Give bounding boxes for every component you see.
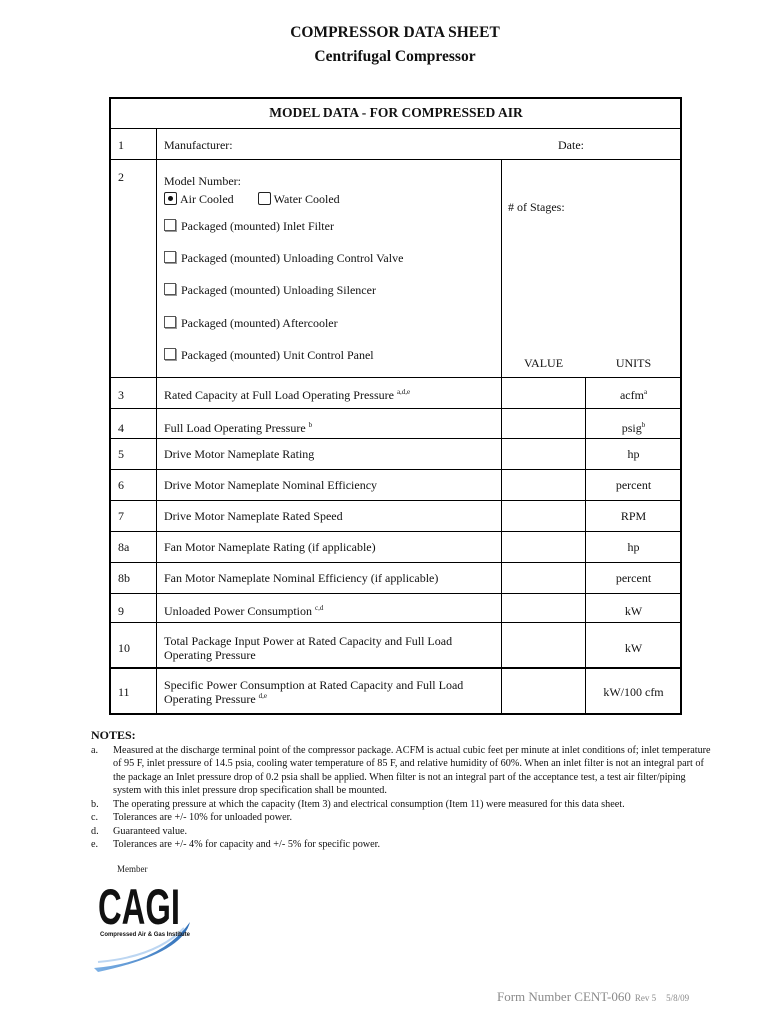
- note-item: e. Tolerances are +/- 4% for capacity and +/- 5% for specific power.: [91, 839, 381, 850]
- row-description: Unloaded Power Consumption $^{c,d}$: [164, 604, 324, 618]
- form-number: Form Number CENT-060: [497, 989, 631, 1004]
- value-input-specific-power[interactable]: [502, 669, 584, 713]
- checkbox[interactable]: [164, 316, 176, 328]
- value-input-unloaded-power[interactable]: [502, 594, 584, 621]
- row-unit: hp: [627, 447, 640, 461]
- row-number: 6: [118, 478, 124, 492]
- note-item: b. The operating pressure at which the capacity (Item 3) and electrical consumption (Item 11) were measured for this data sheet.: [91, 798, 625, 810]
- row-description: Drive Motor Nameplate Rating: [164, 447, 315, 461]
- row-unit: hp: [627, 540, 640, 554]
- date-label: Date:: [558, 138, 584, 152]
- value-input-fan-efficiency[interactable]: [502, 563, 584, 592]
- form-date: 5/8/09: [666, 993, 690, 1003]
- value-input-package-power[interactable]: [502, 623, 584, 666]
- row-description: Drive Motor Nameplate Nominal Efficiency: [164, 478, 378, 492]
- row-number: 10: [118, 641, 130, 655]
- form-number-footer: [497, 989, 689, 1005]
- option-unloading-control-valve[interactable]: Packaged (mounted) Unloading Control Valve: [164, 251, 403, 265]
- page-subtitle: Centrifugal Compressor: [314, 48, 476, 65]
- row-unit: percent: [615, 478, 652, 492]
- value-input-operating-pressure[interactable]: [502, 409, 584, 437]
- row-number: 7: [118, 509, 124, 523]
- row-unit: percent: [615, 571, 652, 585]
- water-cooled-label: Water Cooled: [273, 192, 340, 206]
- logo-member-text: Member: [117, 864, 148, 874]
- cagi-logo-graphic: [92, 862, 202, 972]
- checkbox[interactable]: [164, 251, 176, 263]
- water-cooled-radio[interactable]: [258, 192, 271, 205]
- row-number: 8a: [118, 540, 130, 554]
- model-data-table: [109, 97, 682, 715]
- units-column-header: UNITS: [615, 356, 652, 370]
- row-unit: kW: [624, 604, 643, 618]
- value-input-rated-speed[interactable]: [502, 501, 584, 530]
- value-input-rated-capacity[interactable]: [502, 378, 584, 407]
- note-item: a. Measured at the discharge terminal point of the compressor package. ACFM is actual cubic feet per minute at inlet conditions of; inlet temperature of 95 F, inlet pressure of 14.5 psia, cooling water temperature of 85 F, and relative humidity of 60%. When an inlet filter is not an integral part of the package an Inlet pressure drop of 0.2 psia shall be applied. When filter is not an integral part of the acceptance test, a test air filter/piping system with this inlet pressure drop specification shall be mounted.: [91, 744, 711, 796]
- cooling-type-group: [164, 192, 340, 206]
- stages-label: # of Stages:: [508, 200, 565, 214]
- row-number: 3: [118, 388, 124, 402]
- row-number: 8b: [118, 571, 130, 585]
- row-description: Drive Motor Nameplate Rated Speed: [164, 509, 343, 523]
- value-input-fan-rating[interactable]: [502, 532, 584, 561]
- logo-tagline: Compressed Air & Gas Institute: [100, 931, 191, 938]
- row-number: 4: [118, 421, 124, 435]
- option-inlet-filter[interactable]: Packaged (mounted) Inlet Filter: [164, 219, 334, 233]
- row-number: 5: [118, 447, 124, 461]
- option-unloading-silencer[interactable]: Packaged (mounted) Unloading Silencer: [164, 283, 376, 297]
- row-description: Total Package Input Power at Rated Capacity and Full Load Operating Pressure: [164, 634, 453, 662]
- option-unit-control-panel[interactable]: Packaged (mounted) Unit Control Panel: [164, 348, 374, 362]
- checkbox[interactable]: [164, 283, 176, 295]
- row-unit: psig$^b$: [621, 421, 646, 435]
- form-revision: Rev 5: [634, 993, 657, 1003]
- row-number: 2: [118, 170, 124, 184]
- row-description: Fan Motor Nameplate Rating (if applicable): [164, 540, 376, 554]
- row-description: Full Load Operating Pressure $^b$: [164, 421, 313, 435]
- table-heading: MODEL DATA - FOR COMPRESSED AIR: [269, 105, 523, 120]
- row-unit: acfm$^a$: [619, 388, 648, 402]
- row-unit: kW: [624, 641, 643, 655]
- checkbox[interactable]: [164, 348, 176, 360]
- air-cooled-radio[interactable]: [164, 192, 177, 205]
- row-number: 11: [118, 685, 130, 699]
- notes-section: [91, 729, 711, 852]
- row-number: 1: [118, 138, 124, 152]
- value-input-motor-rating[interactable]: [502, 439, 584, 468]
- option-aftercooler[interactable]: Packaged (mounted) Aftercooler: [164, 316, 338, 330]
- logo-wordmark: CAGI: [98, 879, 180, 935]
- model-number-label: Model Number:: [164, 174, 241, 188]
- note-item: d. Guaranteed value.: [91, 825, 188, 837]
- air-cooled-label: Air Cooled: [180, 192, 234, 206]
- cagi-member-logo: [92, 862, 202, 972]
- note-item: c. Tolerances are +/- 10% for unloaded power.: [91, 812, 292, 823]
- notes-title: NOTES:: [91, 728, 136, 742]
- manufacturer-label: Manufacturer:: [164, 138, 233, 152]
- checkbox[interactable]: [164, 219, 176, 231]
- row-number: 9: [118, 604, 124, 618]
- row-unit: kW/100 cfm: [603, 685, 664, 699]
- row-unit: RPM: [620, 509, 647, 523]
- row-description: Specific Power Consumption at Rated Capacity and Full Load Operating Pressure $^{d,e}$: [164, 678, 464, 706]
- value-column-header: VALUE: [523, 356, 564, 370]
- page-title: COMPRESSOR DATA SHEET: [290, 24, 500, 41]
- value-input-motor-efficiency[interactable]: [502, 470, 584, 499]
- row-description: Rated Capacity at Full Load Operating Pressure $^{a,d,e}$: [164, 388, 411, 402]
- row-description: Fan Motor Nameplate Nominal Efficiency (if applicable): [164, 571, 439, 585]
